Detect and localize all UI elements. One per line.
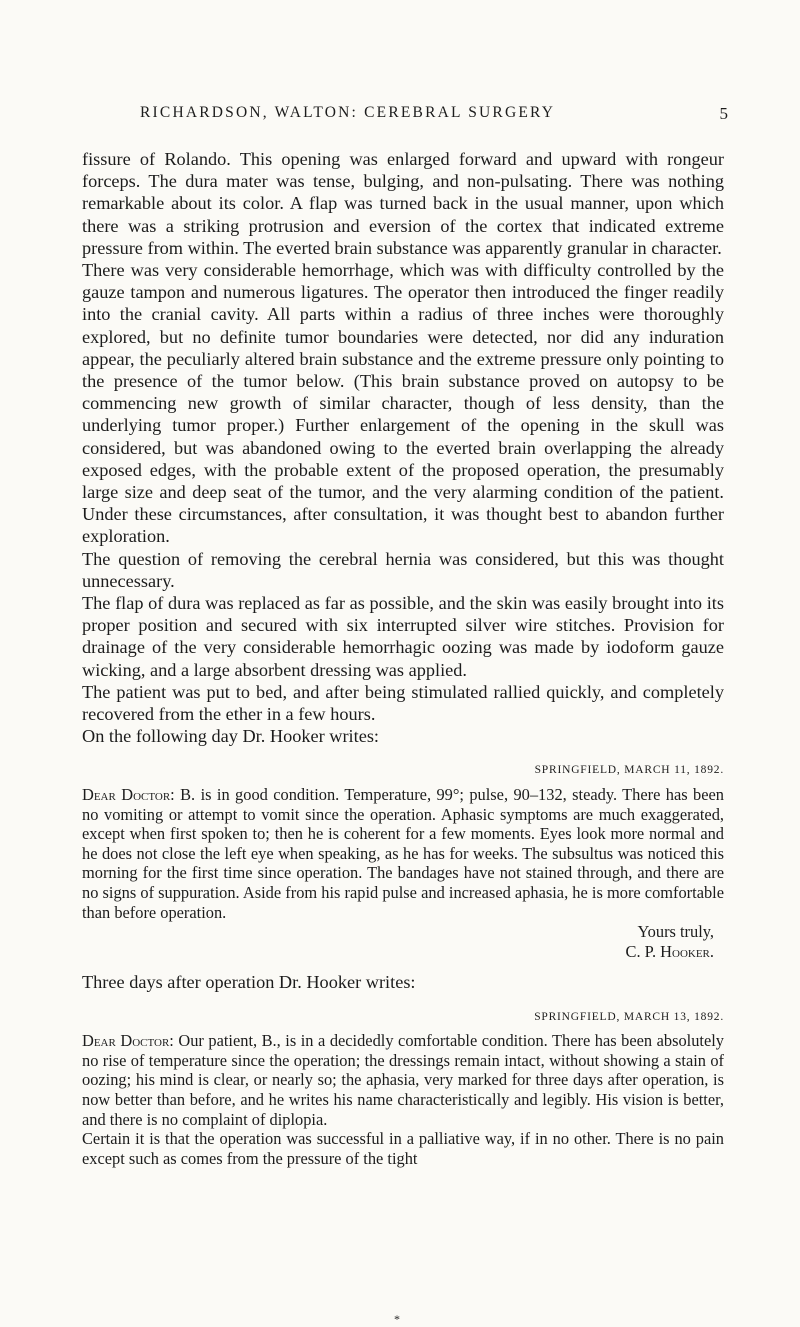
running-title: RICHARDSON, WALTON: CEREBRAL SURGERY <box>140 104 556 121</box>
paragraph-2: There was very considerable hemorrhage, which was with difficulty controlled by the gauze tampon and numerous ligatures. The operator then introduced the finger readily into the cranial cavity. All parts within a radius of three inches were thoroughly explored, but no definite tumor boundaries were detected, nor did any induration appear, the peculiarly altered brain substance and the extreme pressure only pointing to the presence of the tumor below. (This brain substance proved on autopsy to be commencing new growth of similar character, though of less density, than the underlying tumor proper.) Further enlargement of the opening in the skull was considered, but was abandoned owing to the everted brain overlapping the already exposed edges, with the probable extent of the proposed operation, the presumably large size and deep seat of the tumor, and the very alarming condition of the patient. Under these circumstances, after consultation, it was thought best to abandon further exploration. <box>82 260 724 547</box>
paragraph-6: On the following day Dr. Hooker writes: <box>82 726 380 747</box>
letter-1-text: B. is in good condition. Temperature, 99°; pulse, 90–132, steady. There has been no vomiting or attempt to vomit since the operation. Aphasic symptoms are much exaggerated, except when first spoken to; then he is coherent for a few moments. Eyes look more normal and he does not close the left eye when speaking, as he has for weeks. The subsultus was noticed this morning for the first time since operation. The bandages have not stained through, and there are no signs of suppuration. Aside from his rapid pulse and increased aphasia, he is more comfortable than before operation. <box>82 785 724 922</box>
letter-2 <box>82 1008 724 1169</box>
paragraph-3: The question of removing the cerebral hernia was considered, but this was thought unnecessary. <box>82 548 724 591</box>
letter-2-salutation: Dear Doctor: <box>82 1031 174 1051</box>
letter-2-body <box>82 1031 724 1129</box>
paragraph-4: The flap of dura was replaced as far as possible, and the skin was easily brought into its proper position and secured with six interrupted silver wire stitches. Provision for drainage of the very considerable hemorrhagic oozing was made by iodoform gauze wicking, and a large absorbent dressing was applied. <box>82 593 724 680</box>
letter-1-salutation: Dear Doctor: <box>82 785 175 805</box>
letter-2-body-continued: Certain it is that the operation was successful in a palliative way, if in no other. There is no pain except such as comes from the pressure of the tight <box>82 1129 724 1168</box>
letter-2-dateline: SPRINGFIELD, MARCH 13, 1892. <box>534 1010 724 1023</box>
page-number: 5 <box>719 104 728 123</box>
letter-1-dateline: SPRINGFIELD, MARCH 11, 1892. <box>534 764 724 777</box>
page-body <box>82 148 724 1168</box>
signature-mark: * <box>394 1312 400 1326</box>
interlude-paragraph: Three days after operation Dr. Hooker writes: <box>82 972 416 993</box>
letter-2-text: Our patient, B., is in a decidedly comfortable condition. There has been absolutely no rise of temperature since the operation; the dressings remain intact, without showing a stain of oozing; his mind is clear, or nearly so; the aphasia, very marked for three days after operation, is now better than before, and he writes his name characteristically and legibly. His vision is better, and there is no complaint of diplopia. <box>82 1031 724 1129</box>
paragraph-5: The patient was put to bed, and after being stimulated rallied quickly, and completely recovered from the ether in a few hours. <box>82 681 724 725</box>
letter-1-closing: Yours truly, <box>637 922 714 942</box>
letter-1-signature: C. P. Hooker. <box>625 941 714 961</box>
running-header <box>140 104 728 122</box>
letter-1 <box>82 761 724 961</box>
letter-1-body <box>82 785 724 922</box>
paragraph-1: fissure of Rolando. This opening was enlarged forward and upward with rongeur forceps. The dura mater was tense, bulging, and non-pulsating. There was nothing remarkable about its color. A flap was turned back in the usual manner, upon which there was a striking protrusion and eversion of the cortex that indicated extreme pressure from within. The everted brain substance was apparently granular in character. <box>82 149 724 258</box>
